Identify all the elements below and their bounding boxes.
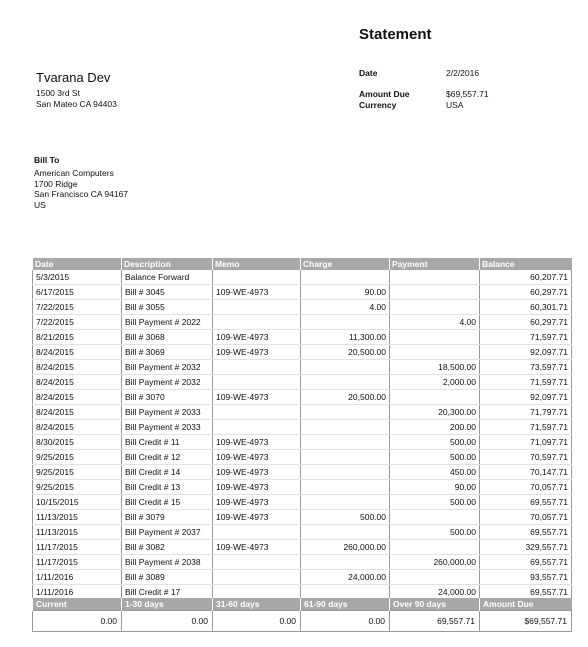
description-cell: Bill Credit # 12: [122, 450, 213, 465]
column-header: Memo: [213, 258, 301, 270]
date-cell: 8/30/2015: [33, 435, 122, 450]
company-name: Tvarana Dev: [36, 70, 111, 85]
column-header: Date: [33, 258, 122, 270]
amount-due-label: Amount Due: [359, 89, 410, 99]
date-cell: 8/24/2015: [33, 420, 122, 435]
currency-label: Currency: [359, 100, 397, 110]
date-cell: 8/24/2015: [33, 345, 122, 360]
date-cell: 1/11/2016: [33, 585, 122, 600]
payment-cell: [390, 570, 480, 585]
payment-cell: 4.00: [390, 315, 480, 330]
table-row: [33, 375, 572, 390]
aging-value-cell: 0.00: [213, 611, 301, 632]
description-cell: Bill # 3069: [122, 345, 213, 360]
date-cell: 9/25/2015: [33, 450, 122, 465]
memo-cell: [213, 375, 301, 390]
address-line: 1500 3rd St: [36, 88, 80, 98]
table-row: [33, 510, 572, 525]
payment-cell: 450.00: [390, 465, 480, 480]
description-cell: Bill # 3055: [122, 300, 213, 315]
address-line: San Mateo CA 94403: [36, 99, 117, 109]
column-header: Description: [122, 258, 213, 270]
description-cell: Bill Payment # 2033: [122, 405, 213, 420]
table-row: [33, 420, 572, 435]
description-cell: Bill Payment # 2032: [122, 360, 213, 375]
balance-cell: 69,557.71: [480, 525, 572, 540]
aging-column-header: 31-60 days: [213, 598, 301, 611]
memo-cell: [213, 555, 301, 570]
column-header: Payment: [390, 258, 480, 270]
description-cell: Bill Payment # 2022: [122, 315, 213, 330]
table-row: [33, 525, 572, 540]
date-cell: 9/25/2015: [33, 465, 122, 480]
payment-cell: [390, 300, 480, 315]
date-cell: 5/3/2015: [33, 270, 122, 285]
aging-column-header: 61-90 days: [301, 598, 390, 611]
date-value: 2/2/2016: [446, 68, 480, 78]
aging-value-cell: 0.00: [33, 611, 122, 632]
memo-cell: 109-WE-4973: [213, 285, 301, 300]
table-row: [33, 345, 572, 360]
balance-cell: 69,557.71: [480, 495, 572, 510]
payment-cell: 500.00: [390, 450, 480, 465]
payment-cell: [390, 330, 480, 345]
aging-column-header: Over 90 days: [390, 598, 480, 611]
table-row: [33, 570, 572, 585]
payment-cell: 500.00: [390, 435, 480, 450]
balance-cell: 71,597.71: [480, 420, 572, 435]
balance-cell: 60,207.71: [480, 270, 572, 285]
date-cell: 11/13/2015: [33, 525, 122, 540]
memo-cell: 109-WE-4973: [213, 390, 301, 405]
memo-cell: 109-WE-4973: [213, 510, 301, 525]
balance-cell: 71,797.71: [480, 405, 572, 420]
balance-cell: 60,297.71: [480, 315, 572, 330]
memo-cell: [213, 405, 301, 420]
charge-cell: [301, 405, 390, 420]
memo-cell: [213, 300, 301, 315]
amount-due-value: $69,557.71: [446, 89, 489, 99]
transactions-table: [32, 258, 572, 600]
charge-cell: [301, 360, 390, 375]
bill-to-line: US: [34, 199, 46, 210]
charge-cell: [301, 420, 390, 435]
balance-cell: 60,297.71: [480, 285, 572, 300]
description-cell: Bill Credit # 13: [122, 480, 213, 495]
table-row: [33, 480, 572, 495]
description-cell: Bill Payment # 2033: [122, 420, 213, 435]
memo-cell: [213, 570, 301, 585]
statement-title: Statement: [359, 26, 432, 43]
aging-header-row: [33, 598, 572, 611]
date-cell: 11/17/2015: [33, 555, 122, 570]
charge-cell: 260,000.00: [301, 540, 390, 555]
payment-cell: [390, 510, 480, 525]
memo-cell: 109-WE-4973: [213, 330, 301, 345]
memo-cell: 109-WE-4973: [213, 450, 301, 465]
table-row: [33, 555, 572, 570]
table-row: [33, 405, 572, 420]
table-row: [33, 315, 572, 330]
balance-cell: 69,557.71: [480, 555, 572, 570]
balance-cell: 69,557.71: [480, 585, 572, 600]
charge-cell: [301, 270, 390, 285]
date-cell: 11/17/2015: [33, 540, 122, 555]
aging-value-cell: 0.00: [301, 611, 390, 632]
payment-cell: 2,000.00: [390, 375, 480, 390]
currency-value: USA: [446, 100, 464, 110]
charge-cell: 4.00: [301, 300, 390, 315]
aging-value-cell: $69,557.71: [480, 611, 572, 632]
description-cell: Bill Credit # 14: [122, 465, 213, 480]
payment-cell: [390, 345, 480, 360]
memo-cell: 109-WE-4973: [213, 465, 301, 480]
payment-cell: [390, 270, 480, 285]
balance-cell: 70,057.71: [480, 510, 572, 525]
balance-cell: 329,557.71: [480, 540, 572, 555]
balance-cell: 70,147.71: [480, 465, 572, 480]
company-address: [36, 88, 117, 110]
payment-cell: [390, 285, 480, 300]
aging-column-header: Current: [33, 598, 122, 611]
table-row: [33, 435, 572, 450]
date-cell: 7/22/2015: [33, 315, 122, 330]
description-cell: Bill # 3045: [122, 285, 213, 300]
description-cell: Balance Forward: [122, 270, 213, 285]
aging-values-row: [33, 611, 572, 632]
description-cell: Bill Payment # 2037: [122, 525, 213, 540]
charge-cell: 90.00: [301, 285, 390, 300]
date-cell: 8/24/2015: [33, 405, 122, 420]
balance-cell: 60,301.71: [480, 300, 572, 315]
bill-to-address: [34, 168, 128, 210]
charge-cell: [301, 525, 390, 540]
balance-cell: 71,097.71: [480, 435, 572, 450]
charge-cell: [301, 465, 390, 480]
date-cell: 7/22/2015: [33, 300, 122, 315]
bill-to-line: San Francisco CA 94167: [34, 189, 129, 199]
table-row: [33, 285, 572, 300]
memo-cell: 109-WE-4973: [213, 495, 301, 510]
bill-to-line: 1700 Ridge: [34, 178, 78, 189]
payment-cell: 260,000.00: [390, 555, 480, 570]
description-cell: Bill # 3070: [122, 390, 213, 405]
charge-cell: [301, 450, 390, 465]
balance-cell: 70,057.71: [480, 480, 572, 495]
description-cell: Bill Payment # 2038: [122, 555, 213, 570]
payment-cell: [390, 390, 480, 405]
balance-cell: 92,097.71: [480, 345, 572, 360]
description-cell: Bill Credit # 17: [122, 585, 213, 600]
date-cell: 11/13/2015: [33, 510, 122, 525]
description-cell: Bill # 3082: [122, 540, 213, 555]
charge-cell: 500.00: [301, 510, 390, 525]
column-header: Charge: [301, 258, 390, 270]
column-header: Balance: [480, 258, 572, 270]
balance-cell: 71,597.71: [480, 375, 572, 390]
payment-cell: 20,300.00: [390, 405, 480, 420]
charge-cell: 11,300.00: [301, 330, 390, 345]
description-cell: Bill Credit # 11: [122, 435, 213, 450]
date-label: Date: [359, 68, 378, 78]
table-row: [33, 360, 572, 375]
charge-cell: [301, 495, 390, 510]
date-cell: 8/24/2015: [33, 390, 122, 405]
charge-cell: 20,500.00: [301, 345, 390, 360]
balance-cell: 73,597.71: [480, 360, 572, 375]
table-row: [33, 450, 572, 465]
date-cell: 1/11/2016: [33, 570, 122, 585]
charge-cell: [301, 435, 390, 450]
aging-column-header: Amount Due: [480, 598, 572, 611]
date-cell: 6/17/2015: [33, 285, 122, 300]
aging-value-cell: 0.00: [122, 611, 213, 632]
description-cell: Bill # 3068: [122, 330, 213, 345]
table-row: [33, 390, 572, 405]
payment-cell: 90.00: [390, 480, 480, 495]
table-row: [33, 465, 572, 480]
charge-cell: [301, 315, 390, 330]
date-cell: 8/24/2015: [33, 375, 122, 390]
payment-cell: 24,000.00: [390, 585, 480, 600]
memo-cell: 109-WE-4973: [213, 540, 301, 555]
memo-cell: [213, 525, 301, 540]
payment-cell: [390, 540, 480, 555]
payment-cell: 18,500.00: [390, 360, 480, 375]
description-cell: Bill # 3089: [122, 570, 213, 585]
balance-cell: 93,557.71: [480, 570, 572, 585]
memo-cell: [213, 315, 301, 330]
memo-cell: [213, 420, 301, 435]
balance-cell: 70,597.71: [480, 450, 572, 465]
aging-value-cell: 69,557.71: [390, 611, 480, 632]
aging-summary-table: [32, 598, 572, 632]
description-cell: Bill # 3079: [122, 510, 213, 525]
bill-to-heading: Bill To: [34, 155, 60, 165]
description-cell: Bill Payment # 2032: [122, 375, 213, 390]
payment-cell: 500.00: [390, 525, 480, 540]
aging-column-header: 1-30 days: [122, 598, 213, 611]
description-cell: Bill Credit # 15: [122, 495, 213, 510]
table-row: [33, 540, 572, 555]
date-cell: 8/24/2015: [33, 360, 122, 375]
memo-cell: 109-WE-4973: [213, 345, 301, 360]
charge-cell: 20,500.00: [301, 390, 390, 405]
table-header-row: [33, 258, 572, 270]
memo-cell: [213, 270, 301, 285]
table-row: [33, 330, 572, 345]
balance-cell: 71,597.71: [480, 330, 572, 345]
date-cell: 8/21/2015: [33, 330, 122, 345]
memo-cell: 109-WE-4973: [213, 480, 301, 495]
bill-to-line: American Computers: [34, 168, 114, 178]
table-row: [33, 495, 572, 510]
charge-cell: [301, 375, 390, 390]
date-cell: 10/15/2015: [33, 495, 122, 510]
memo-cell: [213, 360, 301, 375]
payment-cell: 200.00: [390, 420, 480, 435]
balance-cell: 92,097.71: [480, 390, 572, 405]
date-cell: 9/25/2015: [33, 480, 122, 495]
charge-cell: [301, 480, 390, 495]
payment-cell: 500.00: [390, 495, 480, 510]
memo-cell: 109-WE-4973: [213, 435, 301, 450]
charge-cell: 24,000.00: [301, 570, 390, 585]
charge-cell: [301, 555, 390, 570]
table-row: [33, 300, 572, 315]
table-row: [33, 270, 572, 285]
